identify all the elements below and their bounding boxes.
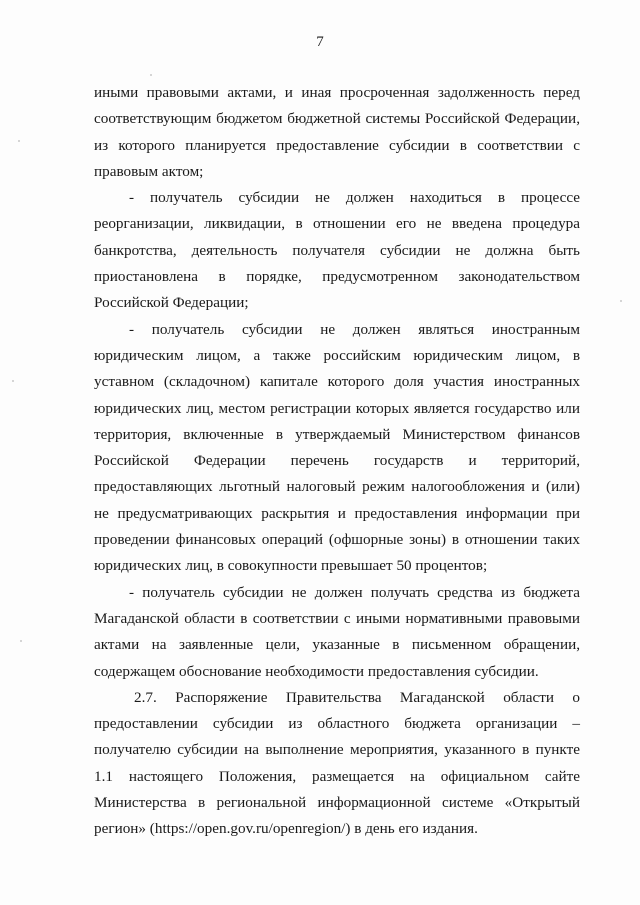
- document-body: [94, 80, 580, 843]
- paragraph-other-funds-condition: - получатель субсидии не должен получать средства из бюджета Магаданской области в соответствии с иными нормативными правовыми актами на заявленные цели, указанные в письменном обращении, содержащем обоснование необходимости предоставления субсидии.: [94, 583, 580, 680]
- scan-speck: [150, 74, 152, 76]
- scan-speck: [12, 380, 14, 382]
- page-number: 7: [316, 34, 324, 50]
- scan-speck: [18, 140, 20, 142]
- paragraph-foreign-entity-condition: - получатель субсидии не должен являться иностранным юридическим лицом, а также российским юридическим лицом, в уставном (складочном) капитале которого доля участия иностранных юридических лиц, местом регистрации которых является государство или территория, включенные в утверждаемый Министерством финансов Российской Федерации перечень государств и территорий, предоставляющих льготный налоговый режим налогообложения и (или) не предусматривающих раскрытия и предоставления информации при проведении финансовых операций (офшорные зоны) в отношении таких юридических лиц, в совокупности превышает 50 процентов;: [94, 320, 580, 575]
- scan-speck: [620, 300, 622, 302]
- scan-speck: [20, 640, 22, 642]
- paragraph-2-7-publication: 2.7. Распоряжение Правительства Магаданской области о предоставлении субсидии из областного бюджета организации – получателю субсидии на выполнение мероприятия, указанного в пункте 1.1 настоящего Положения, размещается на официальном сайте Министерства в региональной информационной системе «Открытый регион» (https://open.gov.ru/openregion/) в день его издания.: [94, 688, 580, 838]
- paragraph-reorganization-condition: - получатель субсидии не должен находиться в процессе реорганизации, ликвидации, в отношении его не введена процедура банкротства, деятельность получателя субсидии не должна быть приостановлена в порядке, предусмотренном законодательством Российской Федерации;: [94, 189, 580, 312]
- paragraph-continuation: иными правовыми актами, и иная просроченная задолженность перед соответствующим бюджетом бюджетной системы Российской Федерации, из которого планируется предоставление субсидии в соответствии с правовым актом;: [94, 84, 580, 180]
